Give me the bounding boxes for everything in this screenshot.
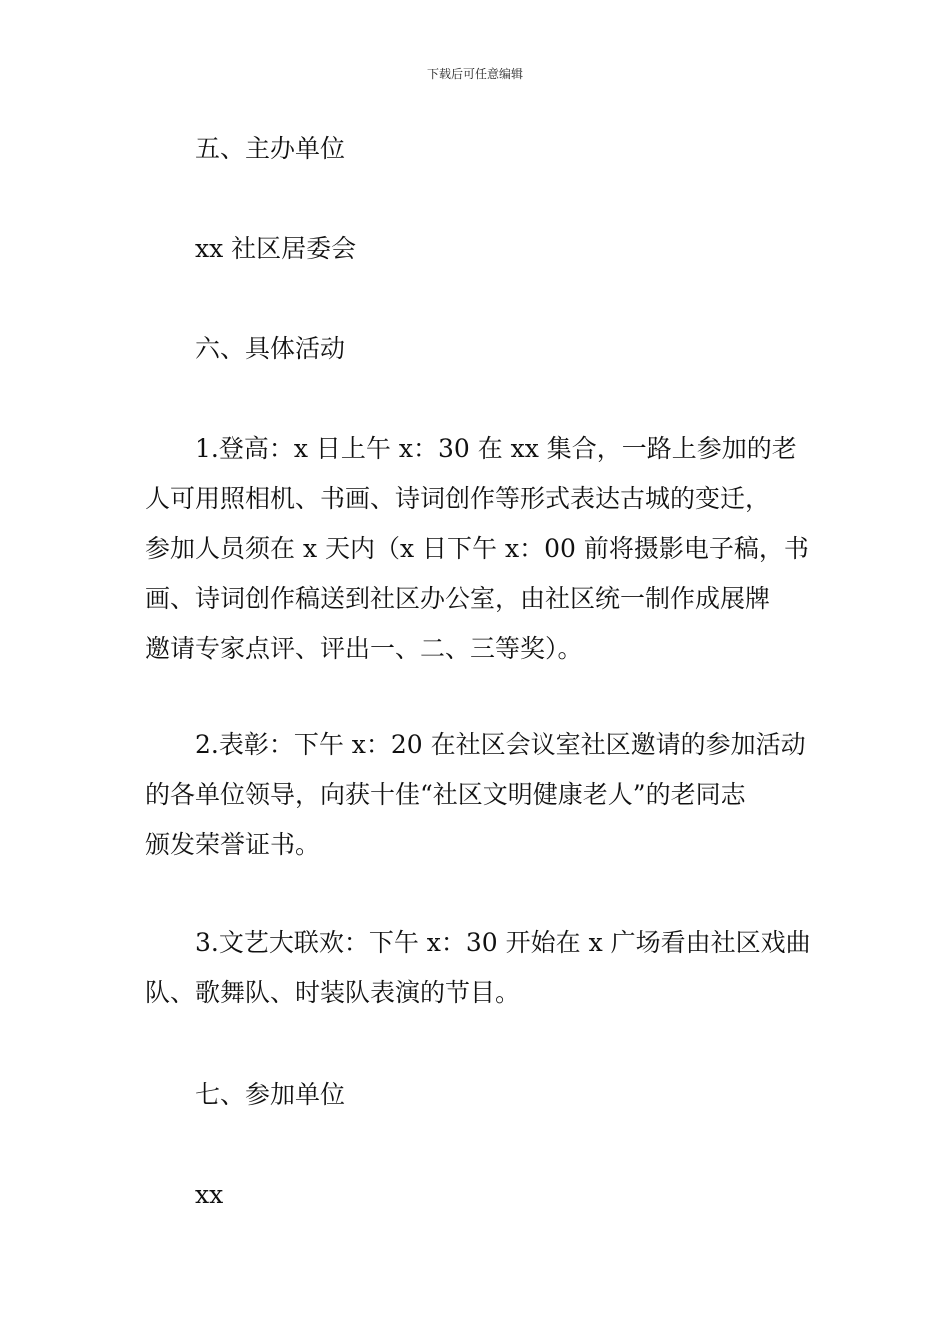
text-line: 2.表彰：下午 x：20 在社区会议室社区邀请的参加活动 [195, 730, 806, 759]
text-line: xx 社区居委会 [195, 234, 357, 263]
activity-item-2 [145, 720, 805, 870]
text-line: 参加人员须在 x 天内（x 日下午 x：00 前将摄影电子稿，书 [145, 534, 809, 563]
organizer-name [145, 224, 805, 274]
text-line: 画、诗词创作稿送到社区办公室，由社区统一制作成展牌 [145, 584, 771, 613]
activity-item-3 [145, 918, 811, 1018]
text-line: 队、歌舞队、时装队表演的节目。 [145, 978, 521, 1007]
participants-name [145, 1170, 805, 1220]
text-line: 五、主办单位 [195, 134, 346, 163]
header-note: 下载后可任意编辑 [426, 67, 523, 81]
section-heading-organizer [145, 124, 805, 174]
text-line: 六、具体活动 [195, 334, 346, 363]
text-line: 邀请专家点评、评出一、二、三等奖）。 [145, 634, 583, 663]
section-heading-participants [145, 1070, 805, 1120]
text-line: 1.登高：x 日上午 x：30 在 xx 集合，一路上参加的老 [195, 434, 797, 463]
section-heading-activities [145, 324, 805, 374]
text-line: 3.文艺大联欢：下午 x：30 开始在 x 广场看由社区戏曲 [195, 928, 811, 957]
text-line: 七、参加单位 [195, 1080, 346, 1109]
text-line: 的各单位领导，向获十佳“社区文明健康老人”的老同志 [145, 780, 746, 809]
text-line: xx [195, 1180, 224, 1209]
text-line: 颁发荣誉证书。 [145, 830, 321, 859]
activity-item-1 [145, 424, 809, 674]
text-line: 人可用照相机、书画、诗词创作等形式表达古城的变迁， [145, 484, 771, 513]
